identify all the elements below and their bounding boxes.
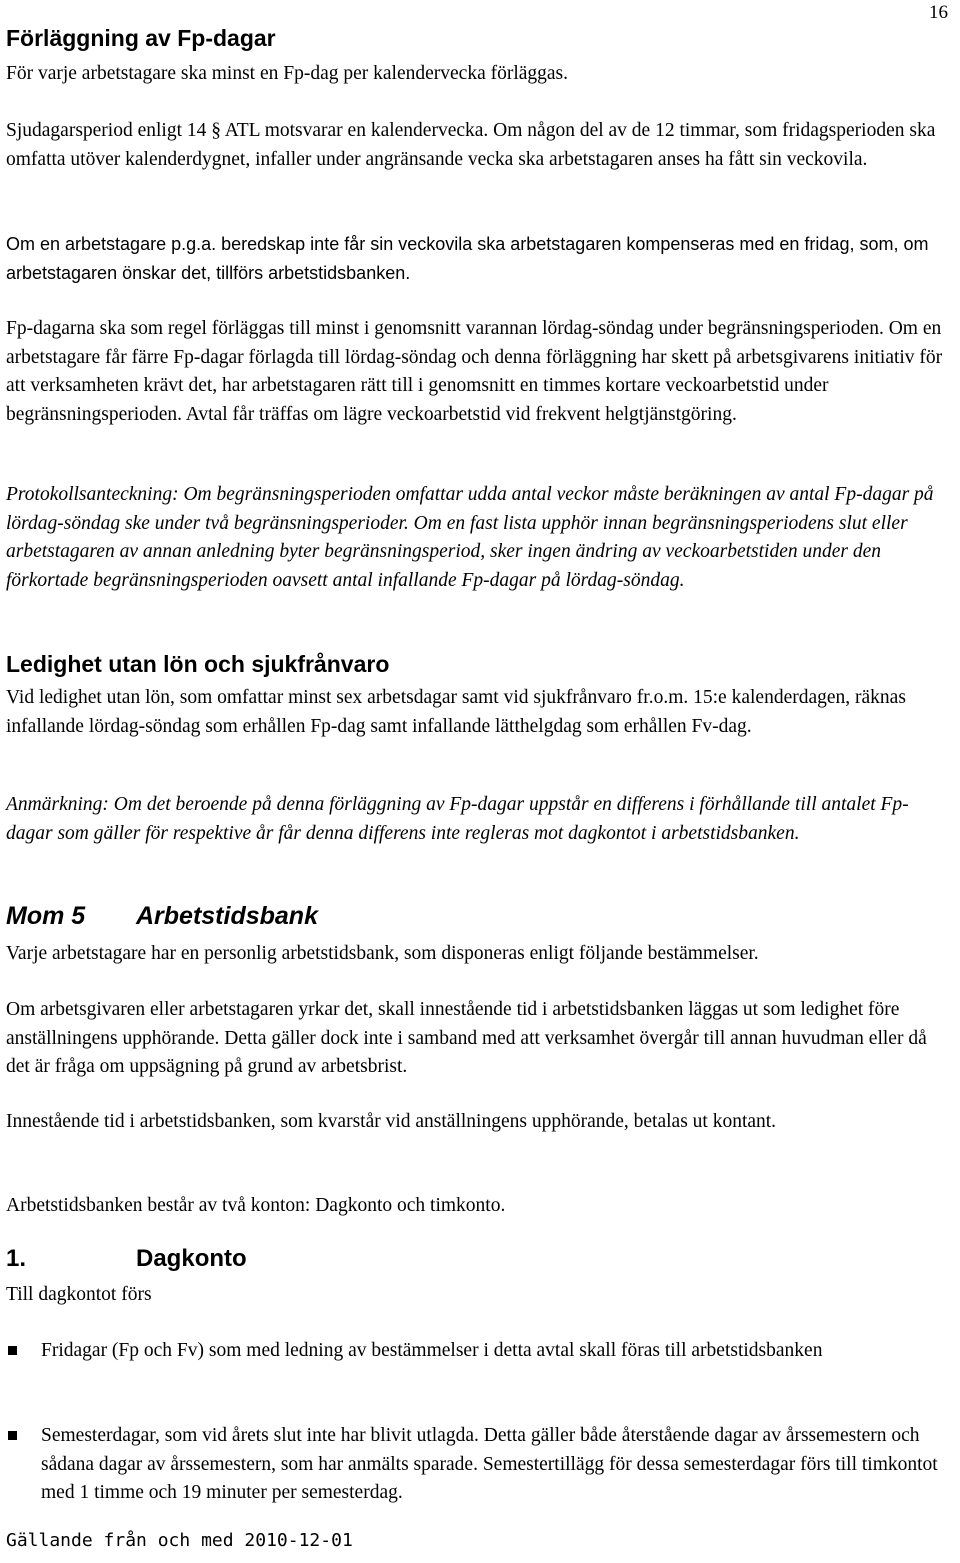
paragraph: Till dagkontot förs bbox=[6, 1284, 152, 1305]
paragraph: Om arbetsgivaren eller arbetstagaren yrkar det, skall innestående tid i arbetstidsbanken läggas ut som ledighet före anställningens upphörande. Detta gäller dock inte i samband med att verksamhet övergår till annan huvudman eller då det är fråga om uppsägning på grund av arbetsbrist. bbox=[6, 999, 927, 1077]
paragraph: Innestående tid i arbetstidsbanken, som kvarstår vid anställningens upphörande, betalas ut kontant. bbox=[6, 1111, 777, 1132]
section-title: Dagkonto bbox=[136, 1245, 247, 1272]
paragraph: För varje arbetstagare ska minst en Fp-dag per kalendervecka förläggas. bbox=[6, 63, 569, 84]
paragraph: Vid ledighet utan lön, som omfattar minst sex arbetsdagar samt vid sjukfrånvaro fr.o.m. 15:e kalenderdagen, räknas infallande lördag-söndag som erhållen Fp-dag samt infallande lätthelgdag som erhållen Fv-dag. bbox=[6, 687, 906, 737]
heading-mom5 bbox=[6, 900, 954, 932]
paragraph: Varje arbetstagare har en personlig arbetstidsbank, som disponeras enligt följande bestämmelser. bbox=[6, 943, 759, 964]
heading-ledighet: Ledighet utan lön och sjukfrånvaro bbox=[6, 651, 390, 677]
list-item-text: Semesterdagar, som vid årets slut inte har blivit utlagda. Detta gäller både återstående dagar av årssemestern och sådana dagar av årssemestern, som har anmälts sparade. Semestertillägg för dessa semesterdagar förs till timkontot med 1 timme och 19 minuter per semesterdag. bbox=[41, 1425, 938, 1503]
section-title: Arbetstidsbank bbox=[136, 902, 318, 930]
paragraph: Om en arbetstagare p.g.a. beredskap inte får sin veckovila ska arbetstagaren kompenseras med en fridag, som, om arbetstagaren önskar det, tillförs arbetstidsbanken. bbox=[6, 234, 929, 283]
heading-dagkonto bbox=[6, 1244, 954, 1274]
page-number: 16 bbox=[929, 2, 948, 23]
bullet-square-icon bbox=[8, 1346, 17, 1355]
list-item bbox=[6, 1337, 954, 1366]
paragraph: Sjudagarsperiod enligt 14 § ATL motsvarar en kalendervecka. Om någon del av de 12 timmar, som fridagsperioden ska omfatta utöver kalenderdygnet, infaller under angränsande vecka ska arbetstagaren anses ha fått sin veckovila. bbox=[6, 120, 936, 170]
bullet-square-icon bbox=[8, 1431, 17, 1440]
heading-forlaggning: Förläggning av Fp-dagar bbox=[6, 25, 276, 51]
protocol-note: Protokollsanteckning: Om begränsningsperioden omfattar udda antal veckor måste beräkningen av antal Fp-dagar på lördag-söndag ske under två begränsningsperioder. Om en fast lista upphör innan begränsningsperiodens slut eller arbetstagaren av annan anledning byter begränsningsperiod, sker ingen ändring av veckoarbetstiden under den förkortade begränsningsperioden oavsett antal infallande Fp-dagar på lördag-söndag. bbox=[6, 484, 934, 591]
paragraph: Fp-dagarna ska som regel förläggas till minst i genomsnitt varannan lördag-söndag under begränsningsperioden. Om en arbetstagare får färre Fp-dagar förlagda till lördag-söndag och denna förläggning har skett på arbetsgivarens initiativ för att verksamheten krävt det, har arbetstagaren rätt till i genomsnitt en timmes kortare veckoarbetstid under begränsningsperioden. Avtal får träffas om lägre veckoarbetstid vid frekvent helgtjänstgöring. bbox=[6, 318, 943, 425]
list-item-text: Fridagar (Fp och Fv) som med ledning av bestämmelser i detta avtal skall föras till arbetstidsbanken bbox=[41, 1340, 823, 1361]
footer-validity: Gällande från och med 2010-12-01 bbox=[6, 1530, 353, 1551]
bullet-list bbox=[6, 1337, 954, 1366]
remark-note: Anmärkning: Om det beroende på denna förläggning av Fp-dagar uppstår en differens i förhållande till antalet Fp-dagar som gäller för respektive år får denna differens inte regleras mot dagkontot i arbetstidsbanken. bbox=[6, 794, 909, 844]
bullet-list bbox=[6, 1422, 954, 1508]
list-item bbox=[6, 1422, 954, 1508]
section-number: Mom 5 bbox=[6, 902, 86, 930]
section-number: 1. bbox=[6, 1245, 27, 1272]
paragraph: Arbetstidsbanken består av två konton: Dagkonto och timkonto. bbox=[6, 1195, 506, 1216]
